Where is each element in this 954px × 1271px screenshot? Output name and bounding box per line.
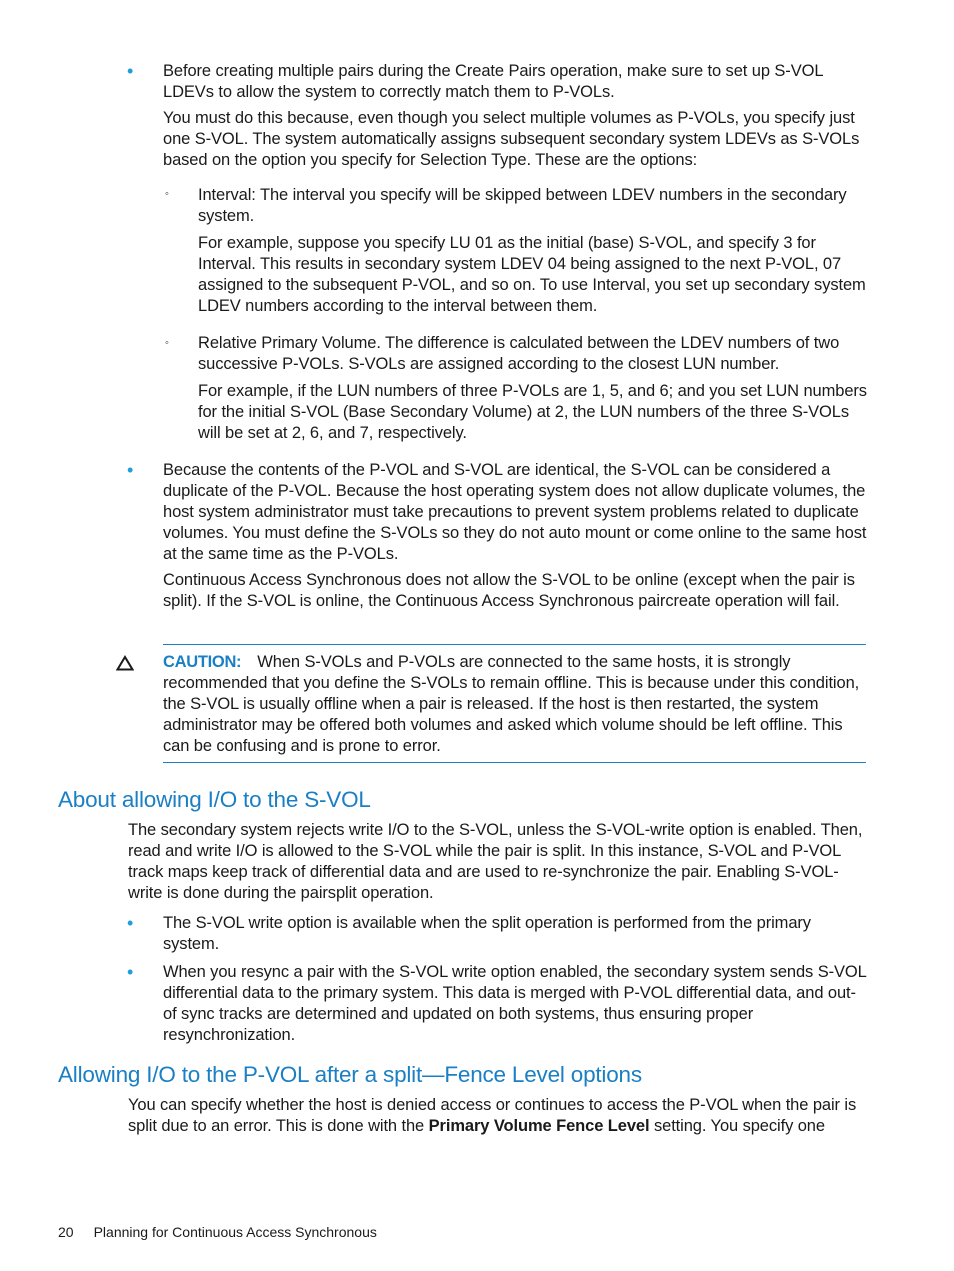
paragraph-text: You can specify whether the host is denied access or continues to access the P-VOL when the pair is split due to an error. This is done with the	[128, 1096, 857, 1135]
sub-bullet-marker: ◦	[165, 188, 169, 200]
bullet-marker: •	[127, 913, 134, 933]
page-number: 20	[58, 1224, 74, 1240]
bullet-detail: You must do this because, even though you select multiple volumes as P-VOLs, you specify just one S-VOL. The system automatically assigns subsequent secondary system LDEVs as S-VOLs based on the option you specify for Selection Type. These are the options:	[163, 109, 860, 169]
bullet-text: The S-VOL write option is available when the split operation is performed from the primary system.	[163, 914, 811, 953]
bullet-marker: •	[127, 61, 134, 81]
bullet-detail: Continuous Access Synchronous does not allow the S-VOL to be online (except when the pair is split). If the S-VOL is online, the Continuous Access Synchronous paircreate operation will fail.	[163, 571, 855, 610]
caution-bottom-rule	[163, 762, 866, 763]
section-paragraph	[128, 1095, 868, 1137]
section-heading: Allowing I/O to the P-VOL after a split—Fence Level options	[58, 1062, 642, 1087]
bullet-text: When you resync a pair with the S-VOL write option enabled, the secondary system sends S-VOL differential data to the primary system. This data is merged with P-VOL differential data, and out-of sync tracks are determined and updated on both systems, thus ensuring proper resynchronization.	[163, 963, 867, 1044]
section-paragraph: The secondary system rejects write I/O to the S-VOL, unless the S-VOL-write option is enabled. Then, read and write I/O is allowed to the S-VOL while the pair is split. In this instance, S-VOL and P-VOL track maps keep track of differential data and are used to re-synchronize the pair. Enabling S-VOL-write is done during the pairsplit operation.	[128, 821, 863, 902]
caution-text: When S-VOLs and P-VOLs are connected to the same hosts, it is strongly recommended that you define the S-VOLs to remain offline. This is because under this condition, the S-VOL is usually offline when a pair is released. If the host is then restarted, the system administrator may be offered both volumes and asked which volume should be left offline. This can be confusing and is prone to error.	[163, 653, 860, 755]
sub-bullet-text: Relative Primary Volume. The difference is calculated between the LDEV numbers of two successive P-VOLs. S-VOLs are assigned according to the closest LUN number.	[198, 334, 840, 373]
sub-bullet-example: For example, suppose you specify LU 01 as the initial (base) S-VOL, and specify 3 for Interval. This results in secondary system LDEV 04 being assigned to the next P-VOL, 07 assigned to the subsequent P-VOL, and so on. To use Interval, you set up secondary system LDEV numbers according to the interval between them.	[198, 234, 866, 315]
page-footer	[58, 1222, 377, 1242]
fence-level-setting-name: Primary Volume Fence Level	[428, 1117, 650, 1135]
warning-triangle-icon	[116, 655, 134, 671]
sub-bullet-text: Interval: The interval you specify will be skipped between LDEV numbers in the secondary system.	[198, 186, 847, 225]
caution-label: CAUTION:	[163, 653, 242, 671]
paragraph-text: setting. You specify one	[649, 1117, 825, 1135]
bullet-text: Before creating multiple pairs during the Create Pairs operation, make sure to set up S-VOL LDEVs to allow the system to correctly match them to P-VOLs.	[163, 62, 823, 101]
footer-title: Planning for Continuous Access Synchronous	[93, 1224, 377, 1240]
sub-bullet-marker: ◦	[165, 337, 169, 349]
caution-text-block	[163, 652, 869, 757]
bullet-text: Because the contents of the P-VOL and S-VOL are identical, the S-VOL can be considered a duplicate of the P-VOL. Because the host operating system does not allow duplicate volumes, the host system administrator must take precautions to prevent system problems related to duplicate volumes. You must define the S-VOLs so they do not auto mount or come online to the same host at the same time as the P-VOLs.	[163, 461, 867, 563]
sub-bullet-example: For example, if the LUN numbers of three P-VOLs are 1, 5, and 6; and you set LUN numbers for the initial S-VOL (Base Secondary Volume) at 2, the LUN numbers of the three S-VOLs will be set at 2, 6, and 7, respectively.	[198, 382, 867, 442]
section-heading: About allowing I/O to the S-VOL	[58, 787, 371, 812]
bullet-marker: •	[127, 962, 134, 982]
bullet-marker: •	[127, 460, 134, 480]
caution-top-rule	[163, 644, 866, 645]
